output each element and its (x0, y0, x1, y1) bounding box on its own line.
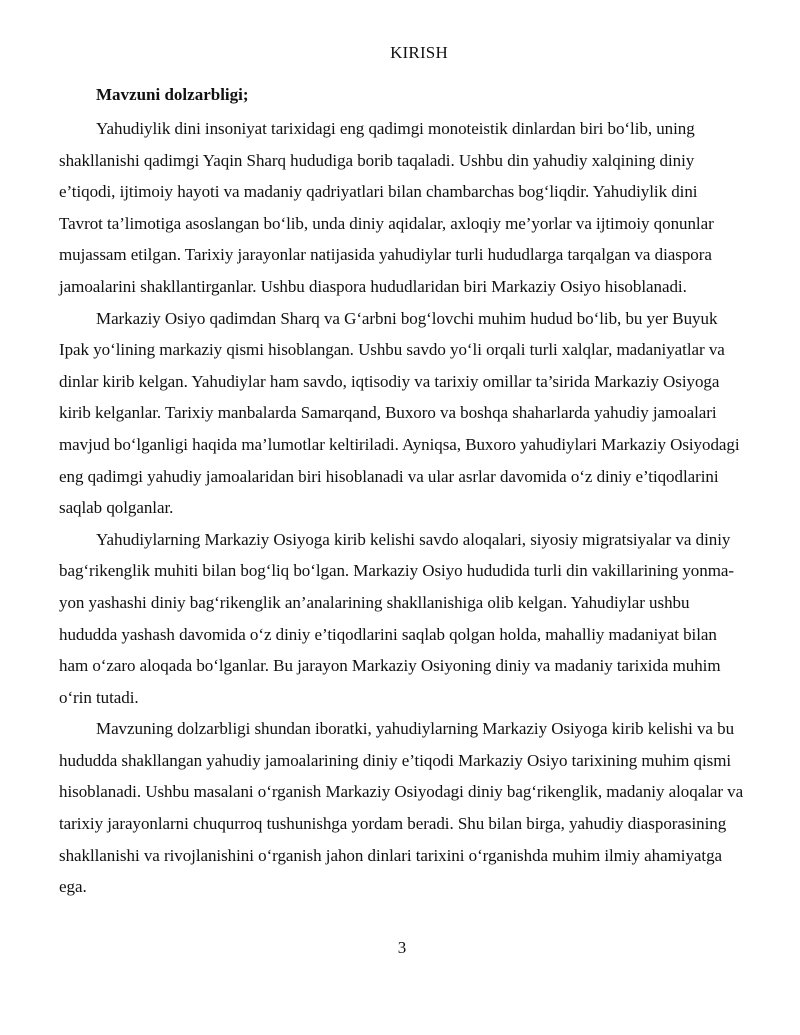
paragraph: Mavzuning dolzarbligi shundan iboratki, yahudiylarning Markaziy Osiyoga kirib kelishi va bu hududda shakllangan yahudiy jamoalarining diniy e’tiqodi Markaziy Osiyo tarixining muhim qismi hisoblanadi. Ushbu masalani o‘rganish Markaziy Osiyodagi diniy bag‘rikenglik, madaniy aloqalar va tarixiy jarayonlarni chuqurroq tushunishga yordam beradi. Shu bilan birga, yahudiy diasporasining shakllanishi va rivojlanishini o‘rganish jahon dinlari tarixini o‘rganishda muhim ilmiy ahamiyatga ega. (59, 719, 744, 897)
page-number: 3 (397, 938, 407, 957)
paragraph: Yahudiylarning Markaziy Osiyoga kirib kelishi savdo aloqalari, siyosiy migratsiyalar va diniy bag‘rikenglik muhiti bilan bog‘liq bo‘lgan. Markaziy Osiyo hududida turli din vakillarining yonma-yon yashashi diniy bag‘rikenglik an’analarining shakllanishiga olib kelgan. Yahudiylar ushbu hududda yashash davomida o‘z diniy e’tiqodlarini saqlab qolgan holda, mahalliy madaniyat bilan ham o‘zaro aloqada bo‘lganlar. Bu jarayon Markaziy Osiyoning diniy va madaniy tarixida muhim o‘rin tutadi. (59, 529, 734, 707)
paragraph: Yahudiylik dini insoniyat tarixidagi eng qadimgi monoteistik dinlardan biri bo‘lib, uning shakllanishi qadimgi Yaqin Sharq hududiga borib taqaladi. Ushbu din yahudiy xalqining diniy e’tiqodi, ijtimoiy hayoti va madaniy qadriyatlari bilan chambarchas bog‘liqdir. Yahudiylik dini Tavrot ta’limotiga asoslangan bo‘lib, unda diniy aqidalar, axloqiy me’yorlar va ijtimoiy qonunlar mujassam etilgan. Tarixiy jarayonlar natijasida yahudiylar turli hududlarga tarqalgan va diaspora jamoalarini shakllantirganlar. Ushbu diaspora hududlaridan biri Markaziy Osiyo hisoblanadi. (59, 119, 714, 296)
chapter-heading: KIRISH (390, 43, 448, 62)
document-page (59, 0, 743, 1035)
paragraph: Markaziy Osiyo qadimdan Sharq va G‘arbni bog‘lovchi muhim hudud bo‘lib, bu yer Buyuk Ipak yo‘lining markaziy qismi hisoblangan. Ushbu savdo yo‘li orqali turli xalqlar, madaniyatlar va dinlar kirib kelgan. Yahudiylar ham savdo, iqtisodiy va tarixiy omillar ta’sirida Markaziy Osiyoga kirib kelganlar. Tarixiy manbalarda Samarqand, Buxoro va boshqa shaharlarda yahudiy jamoalari mavjud bo‘lganligi haqida ma’lumotlar keltiriladi. Ayniqsa, Buxoro yahudiylari Markaziy Osiyodagi eng qadimgi yahudiy jamoalaridan biri hisoblanadi va ular asrlar davomida o‘z diniy e’tiqodlarini saqlab qolganlar. (59, 308, 740, 518)
document-body (59, 113, 745, 903)
section-title: Mavzuni dolzarbligi; (96, 85, 249, 104)
